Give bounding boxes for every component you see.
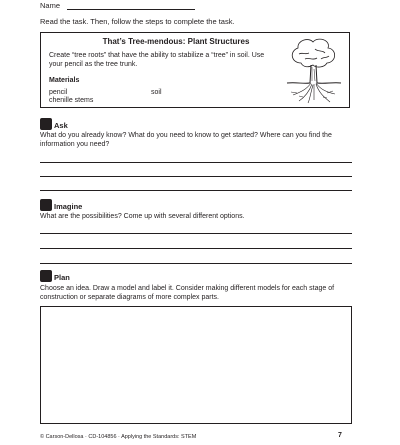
plan-heading (40, 270, 70, 282)
material-item: chenille stems (49, 97, 94, 104)
name-row (40, 1, 60, 10)
pencil-drawing-icon (40, 270, 52, 282)
plan-drawing-box[interactable] (40, 306, 352, 424)
answer-line[interactable] (40, 190, 352, 191)
name-line[interactable] (67, 9, 195, 10)
ask-text: What do you already know? What do you need to know to get started? Where can you find the information you need? (40, 132, 332, 148)
footer-credit: © Carson-Dellosa · CD-104856 · Applying the Standards: STEM (40, 434, 197, 440)
material-item: soil (151, 89, 162, 96)
ask-heading (40, 118, 68, 130)
answer-line[interactable] (40, 233, 352, 234)
materials-heading: Materials (49, 77, 80, 84)
ask-icon (40, 118, 52, 130)
plan-heading-label: Plan (54, 273, 70, 282)
ask-heading-label: Ask (54, 121, 68, 130)
material-item: pencil (49, 89, 68, 96)
name-label: Name (40, 1, 61, 10)
tree-illustration (283, 37, 343, 105)
plan-text: Choose an idea. Draw a model and label it. Consider making different models for each stage of construction or separate diagrams of more complex parts. (40, 285, 335, 301)
task-box (40, 32, 350, 108)
imagine-text: What are the possibilities? Come up with several different options. (40, 213, 245, 220)
task-title: That’s Tree-mendous: Plant Structures (102, 37, 250, 46)
answer-line[interactable] (40, 162, 352, 163)
imagine-heading (40, 199, 82, 211)
page-number: 7 (338, 432, 342, 439)
imagine-heading-label: Imagine (54, 202, 83, 211)
task-description: Create “tree roots” that have the ability to stabilize a “tree” in soil. Use your pencil as the tree trunk. (49, 52, 265, 68)
lightbulb-icon (40, 199, 52, 211)
answer-line[interactable] (40, 176, 352, 177)
answer-line[interactable] (40, 263, 352, 264)
intro-text: Read the task. Then, follow the steps to complete the task. (40, 17, 235, 26)
answer-line[interactable] (40, 248, 352, 249)
